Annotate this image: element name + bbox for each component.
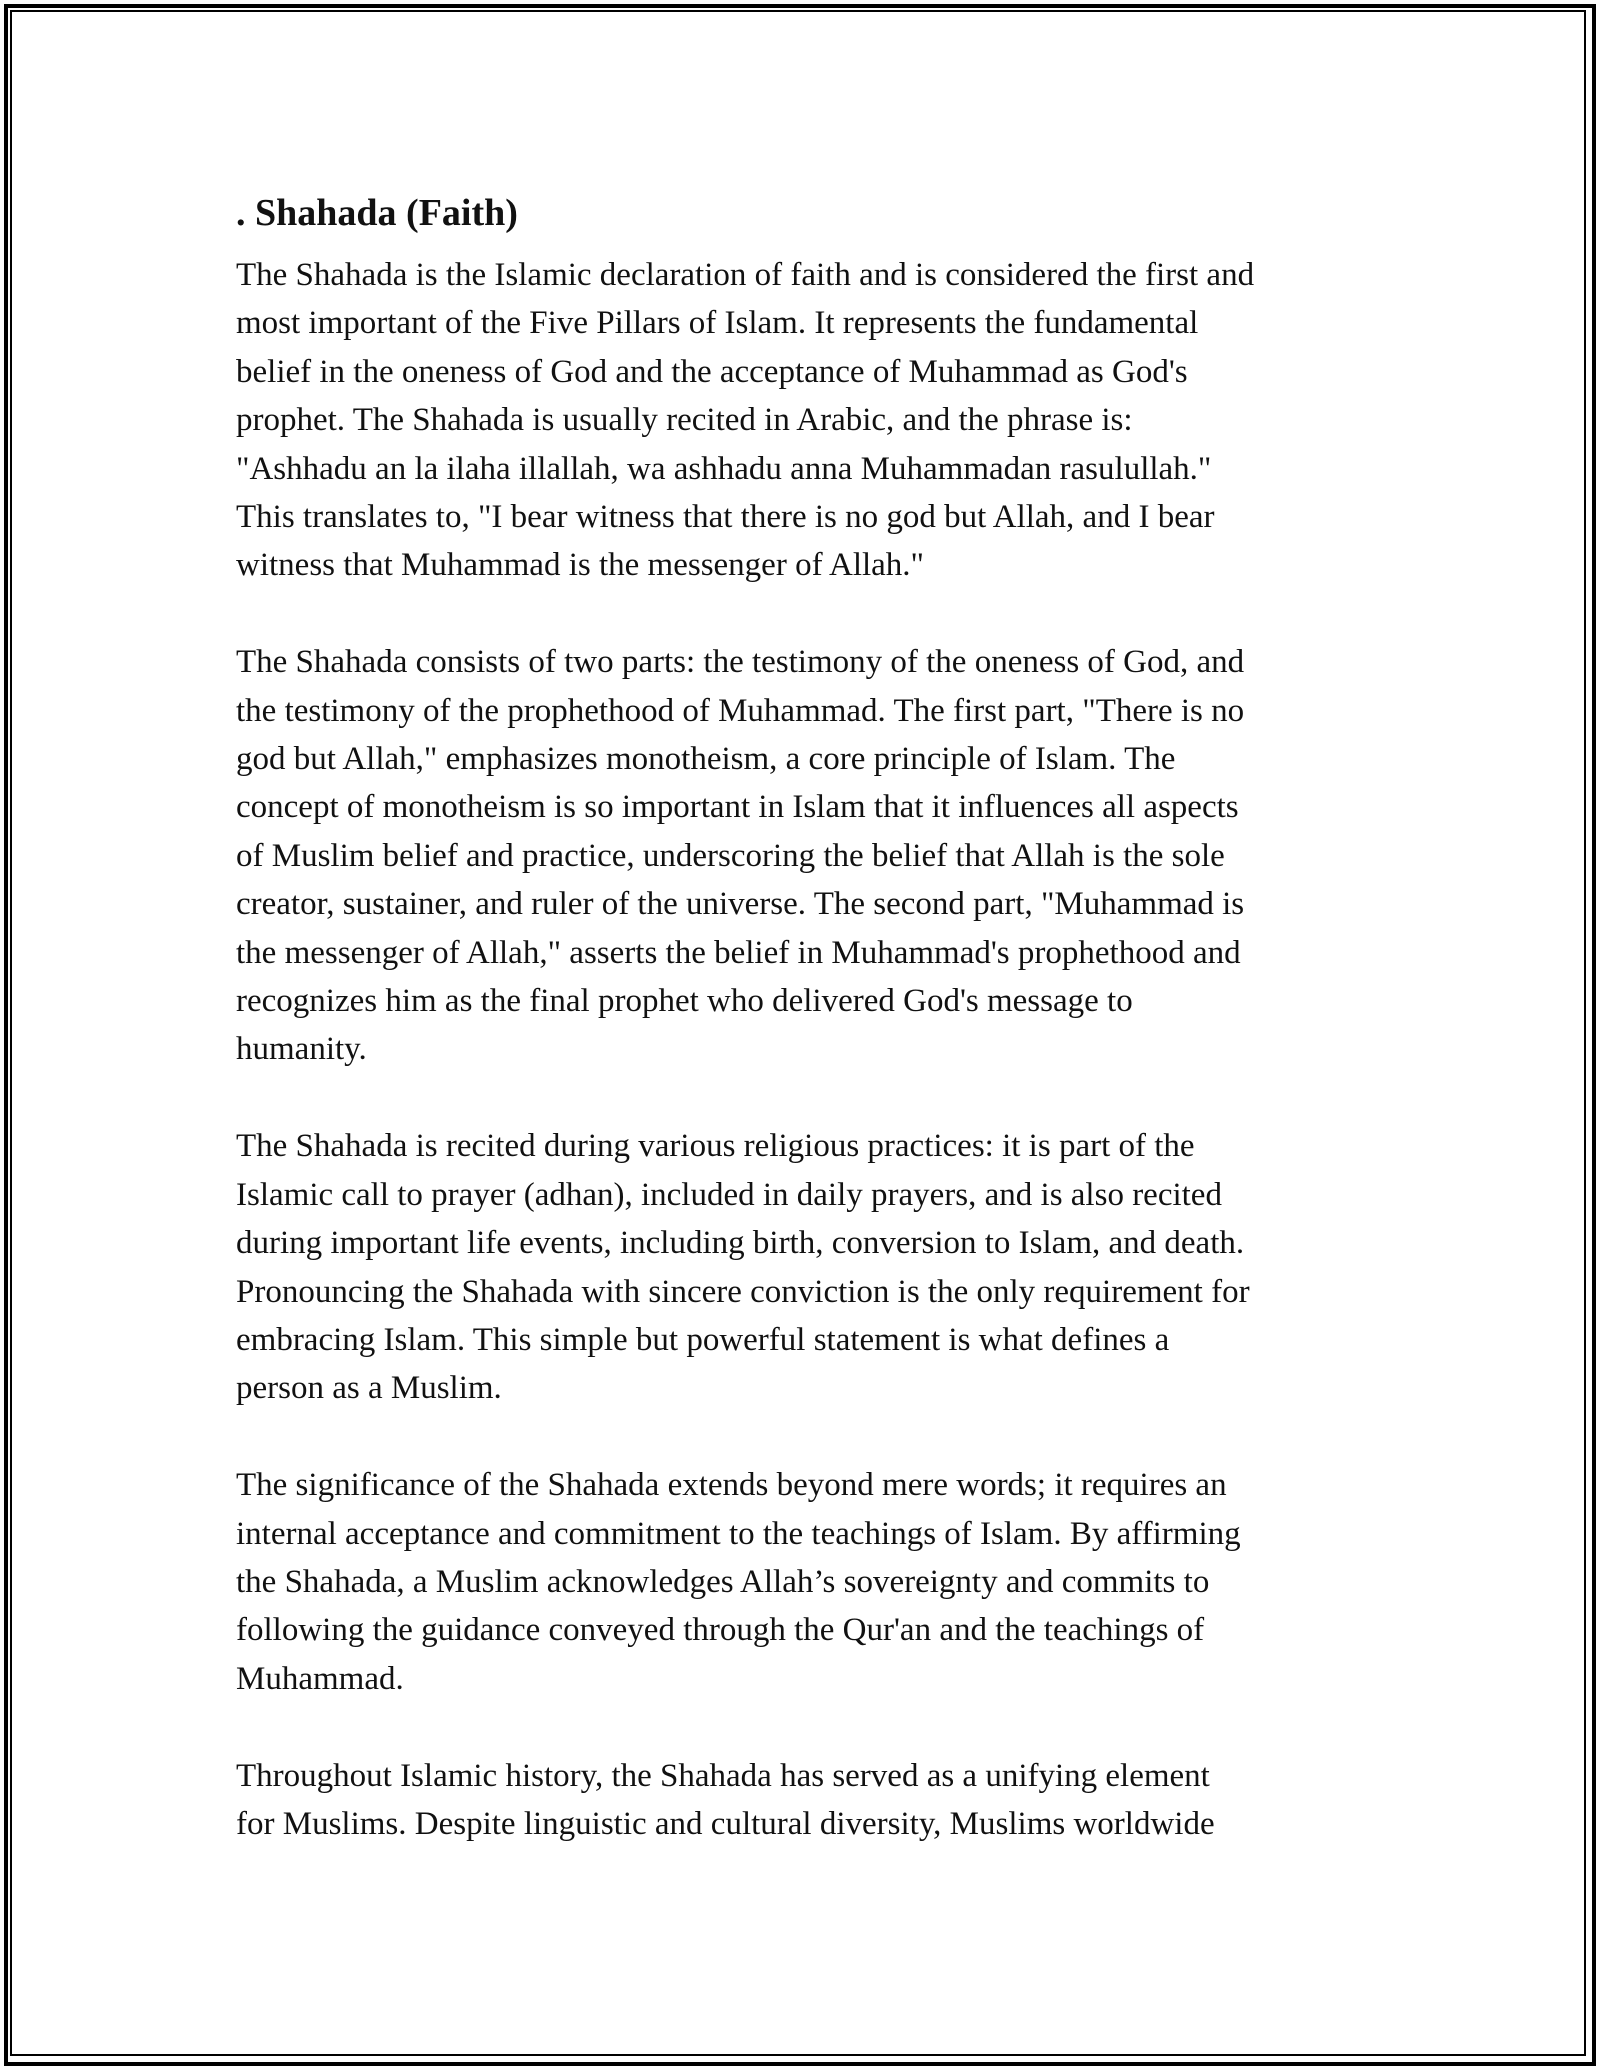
- paragraph-history: Throughout Islamic history, the Shahada has served as a unifying element for Muslims. Despite linguistic and cultural diversity, Muslims worldwide: [236, 1757, 1215, 1842]
- document-body: [236, 183, 1386, 1897]
- paragraph-recitation: The Shahada is recited during various religious practices: it is part of the Islamic call to prayer (adhan), included in daily prayers, and is also recited during important life events, including birth, conversion to Islam, and death. Pronouncing the Shahada with sincere conviction is the only requirement for embracing Islam. This simple but powerful statement is what defines a person as a Muslim.: [236, 1128, 1250, 1407]
- paragraph-two-parts: The Shahada consists of two parts: the testimony of the oneness of God, and the testimony of the prophethood of Muhammad. The first part, "There is no god but Allah," emphasizes monotheism, a core principle of Islam. The concept of monotheism is so important in Islam that it influences all aspects of Muslim belief and practice, underscoring the belief that Allah is the sole creator, sustainer, and ruler of the universe. The second part, "Muhammad is the messenger of Allah," asserts the belief in Muhammad's prophethood and recognizes him as the final prophet who delivered God's message to humanity.: [236, 644, 1245, 1068]
- section-heading: . Shahada (Faith): [236, 192, 518, 234]
- paragraph-significance: The significance of the Shahada extends beyond mere words; it requires an internal acceptance and commitment to the teachings of Islam. By affirming the Shahada, a Muslim acknowledges Allah’s sovereignty and commits to following the guidance conveyed through the Qur'an and the teachings of Muhammad.: [236, 1467, 1241, 1697]
- paragraph-declaration: The Shahada is the Islamic declaration of faith and is considered the first and most important of the Five Pillars of Islam. It represents the fundamental belief in the oneness of God and the acceptance of Muhammad as God's prophet. The Shahada is usually recited in Arabic, and the phrase is: "Ashhadu an la ilaha illallah, wa ashhadu anna Muhammadan rasulullah." This translates to, "I bear witness that there is no god but Allah, and I bear witness that Muhammad is the messenger of Allah.": [236, 257, 1255, 584]
